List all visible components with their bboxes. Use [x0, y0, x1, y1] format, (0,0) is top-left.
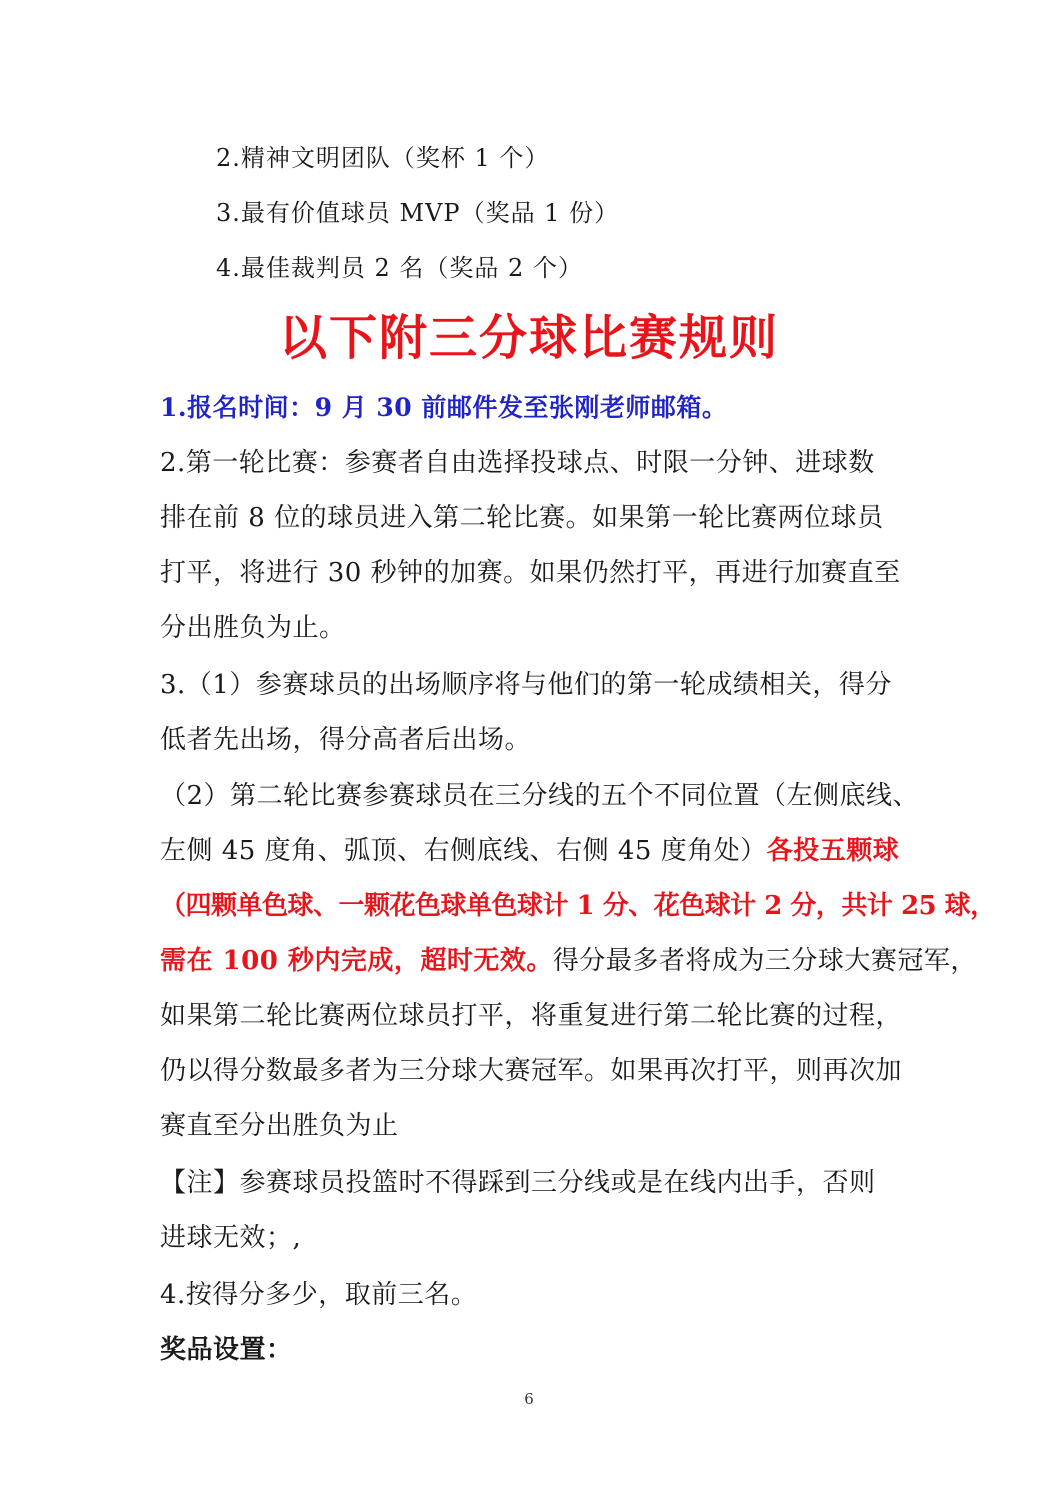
section-title: 以下附三分球比赛规则 [278, 310, 779, 366]
note-line2: 进球无效；, [160, 1223, 302, 1253]
rule-registration: 1.报名时间：9 月 30 前邮件发至张刚老师邮箱。 [160, 393, 728, 422]
note-line1: 【注】参赛球员投篮时不得踩到三分线或是在线内出手，否则 [160, 1168, 876, 1198]
rule-round2-line5: 如果第二轮比赛两位球员打平，将重复进行第二轮比赛的过程， [160, 1001, 903, 1031]
rule-round2-line1: （2）第二轮比赛参赛球员在三分线的五个不同位置（左侧底线、 [160, 781, 920, 811]
rule-order-line1: 3.（1）参赛球员的出场顺序将与他们的第一轮成绩相关，得分 [160, 670, 892, 700]
award-item-4: 4.最佳裁判员 2 名（奖品 2 个） [216, 254, 583, 282]
rule-round2-line6: 仍以得分数最多者为三分球大赛冠军。如果再次打平，则再次加 [160, 1056, 903, 1086]
rule-ranking: 4.按得分多少，取前三名。 [160, 1280, 478, 1310]
rule-round1-line1: 2.第一轮比赛：参赛者自由选择投球点、时限一分钟、进球数 [160, 448, 875, 478]
rule-round1-line4: 分出胜负为止。 [160, 613, 346, 643]
award-item-3: 3.最有价值球员 MVP（奖品 1 份） [216, 199, 620, 227]
rule-round2-line4 [160, 943, 977, 979]
rule-round2-line2 [160, 833, 899, 869]
award-item-2: 2.精神文明团队（奖杯 1 个） [216, 144, 550, 172]
rule-round2-winner: 得分最多者将成为三分球大赛冠军， [552, 946, 977, 976]
rule-round1-line2: 排在前 8 位的球员进入第二轮比赛。如果第一轮比赛两位球员 [160, 503, 884, 533]
rule-round2-time-limit: 需在 100 秒内完成，超时无效。 [160, 946, 553, 976]
rule-round2-line2-text: 左侧 45 度角、弧顶、右侧底线、右侧 45 度角处） [160, 836, 767, 866]
rule-round2-line7: 赛直至分出胜负为止 [160, 1111, 399, 1141]
rule-round2-line3: （四颗单色球、一颗花色球单色球计 1 分、花色球计 2 分，共计 25 球， [160, 891, 996, 921]
rule-round1-line3: 打平，将进行 30 秒钟的加赛。如果仍然打平，再进行加赛直至 [160, 558, 901, 588]
rule-order-line2: 低者先出场，得分高者后出场。 [160, 725, 532, 755]
prize-heading: 奖品设置： [160, 1335, 293, 1365]
page-number: 6 [524, 1390, 534, 1408]
rule-round2-highlight: 各投五颗球 [766, 836, 900, 866]
